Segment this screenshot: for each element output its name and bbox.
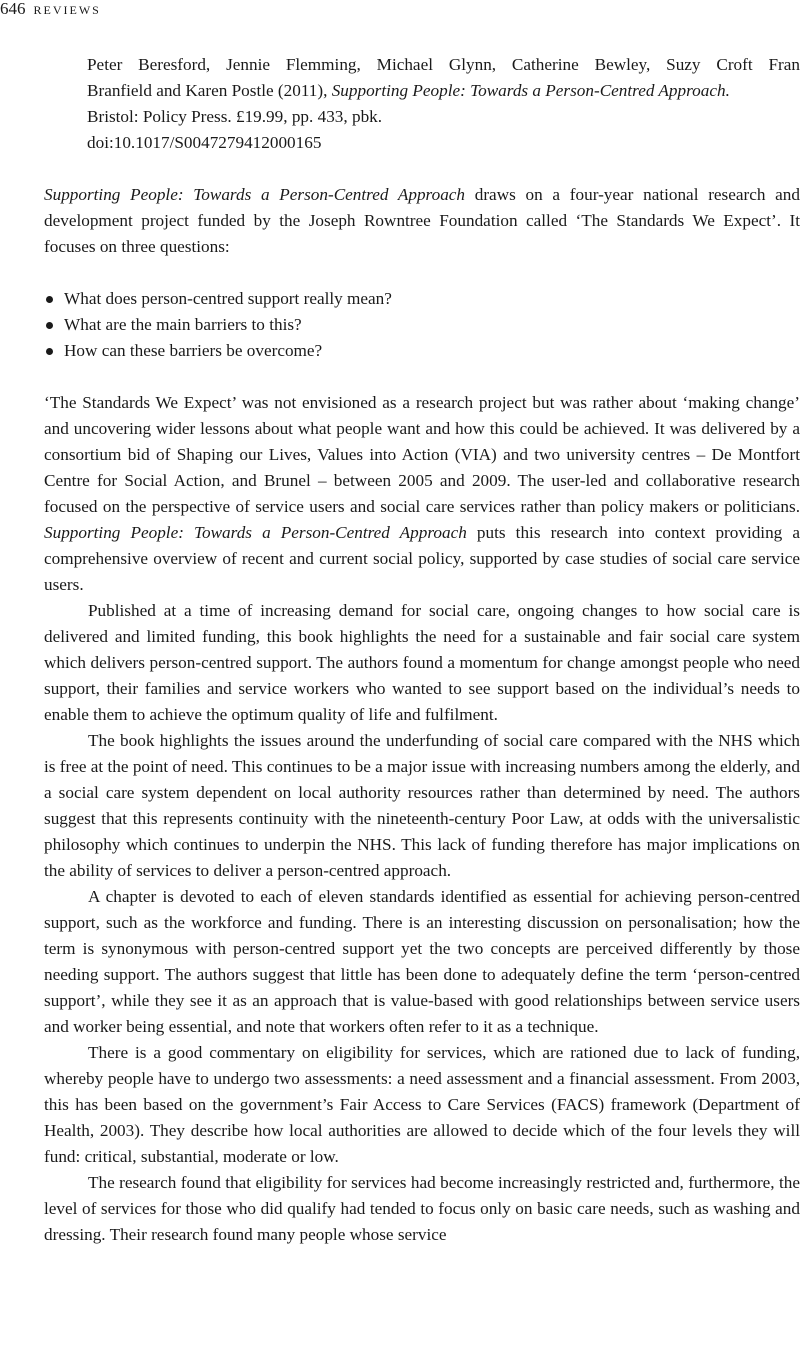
paragraph-demand: Published at a time of increasing demand for social care, ongoing changes to how social care is delivered and limited funding, this book highlights the need for a sustainable and fair social care system which delivers person-centred support. The authors found a momentum for change amongst people who need support, their families and service workers who wanted to see support based on the individual’s needs to enable them to achieve the optimum quality of life and fulfilment. xyxy=(44,601,800,724)
list-item: What does person-centred support really mean? xyxy=(44,286,800,312)
list-item: How can these barriers be overcome? xyxy=(44,338,800,364)
intro-book-title: Supporting People: Towards a Person-Centred Approach xyxy=(44,185,466,204)
book-citation xyxy=(87,52,800,156)
paragraph-eligibility: There is a good commentary on eligibility for services, which are rationed due to lack of funding, whereby people have to undergo two assessments: a need assessment and a financial assessment. From 2003, this has been based on the government’s Fair Access to Care Services (FACS) framework (Department of Health, 2003). They describe how local authorities are allowed to decide which of the four levels they will fund: critical, substantial, moderate or low. xyxy=(44,1043,800,1166)
citation-authors-line2: Branfield and Karen Postle (2011), xyxy=(87,81,332,100)
citation-line2 xyxy=(87,78,800,104)
bullet-icon xyxy=(46,348,53,355)
question-list xyxy=(44,286,800,364)
list-item: What are the main barriers to this? xyxy=(44,312,800,338)
bullet-icon xyxy=(46,322,53,329)
citation-publisher: Bristol: Policy Press. £19.99, pp. 433, pbk. xyxy=(87,107,383,126)
paragraph-standards: ‘The Standards We Expect’ was not envisioned as a research project but was rather about ‘making change’ and uncovering wider lessons about what people want and how this could be achieved. It was delivered by a consortium bid of Shaping our Lives, Values into Action (VIA) and two university centres – De Montfort Centre for Social Action, and Brunel – between 2005 and 2009. The user-led and collaborative research focused on the perspective of service users and social care services rather than policy makers or politicians. Supporting People: Towards a Person-Centred Approach puts this research into context providing a comprehensive overview of recent and current social policy, supported by case studies of social care service users. xyxy=(44,393,800,594)
inline-book-title: Supporting People: Towards a Person-Centred Approach xyxy=(44,523,467,542)
citation-doi: doi:10.1017/S0047279412000165 xyxy=(87,133,322,152)
running-header xyxy=(0,0,101,18)
running-head: reviews xyxy=(33,0,101,18)
intro-text: draws on a four-year national research and development project funded by the Joseph Rowntree Foundation called ‘The Standards We Expect’. It focuses on three questions: xyxy=(44,185,800,256)
citation-authors-line1: Peter Beresford, Jennie Flemming, Michael Glynn, Catherine Bewley, Suzy Croft Fran xyxy=(87,55,800,74)
paragraph-funding: The book highlights the issues around the underfunding of social care compared with the NHS which is free at the point of need. This continues to be a major issue with increasing numbers among the elderly, and a social care system dependent on local authority resources rather than determined by need. The authors suggest that this represents continuity with the nineteenth-century Poor Law, at odds with the universalistic philosophy which continues to underpin the NHS. This lack of funding therefore has major implications on the ability of services to deliver a person-centred approach. xyxy=(44,731,800,880)
citation-book-title: Supporting People: Towards a Person-Centred Approach. xyxy=(331,81,730,100)
intro-paragraph xyxy=(44,182,800,260)
page-number: 646 xyxy=(0,0,26,18)
paragraph-research-findings: The research found that eligibility for services had become increasingly restricted and, furthermore, the level of services for those who did qualify had tended to focus only on basic care needs, such as washing and dressing. Their research found many people whose service xyxy=(44,1173,800,1244)
bullet-icon xyxy=(46,296,53,303)
paragraph-standards-chapters: A chapter is devoted to each of eleven standards identified as essential for achieving person-centred support, such as the workforce and funding. There is an interesting discussion on personalisation; how the term is synonymous with person-centred support yet the two concepts are perceived differently by those needing support. The authors suggest that little has been done to adequately define the term ‘person-centred support’, while they see it as an approach that is value-based with good relationships between service users and worker being essential, and note that workers often refer to it as a technique. xyxy=(44,887,800,1036)
review-body xyxy=(44,182,800,1248)
